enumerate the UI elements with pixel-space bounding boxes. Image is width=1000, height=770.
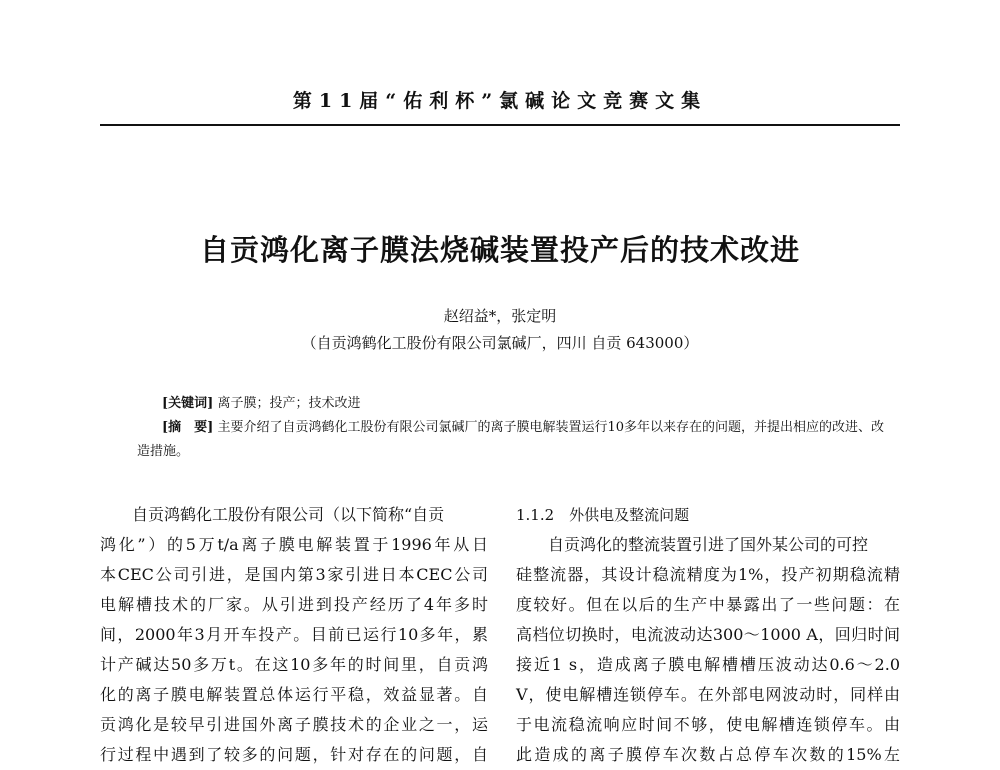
paragraph-line: 度较好。但在以后的生产中暴露出了一些问题：在 — [516, 595, 900, 614]
paragraph-line: 化的离子膜电解装置总体运行平稳，效益显著。自 — [100, 685, 488, 704]
abstract — [137, 416, 892, 464]
article-affiliation: （自贡鸿鹤化工股份有限公司氯碱厂，四川 自贡 643000） — [301, 334, 699, 352]
paragraph-line: 接近1 s，造成离子膜电解槽槽压波动达0.6～2.0 — [516, 655, 900, 674]
paragraph-line: 高档位切换时，电流波动达300～1000 A，回归时间 — [516, 625, 900, 644]
paragraph-line: 此造成的离子膜停车次数占总停车次数的15%左 — [516, 745, 900, 764]
abstract-label: [摘 要] — [162, 420, 214, 435]
paragraph-line: 自贡鸿化的整流装置引进了国外某公司的可控 — [548, 535, 869, 554]
article-authors: 赵绍益*，张定明 — [443, 307, 557, 325]
article-title: 自贡鸿化离子膜法烧碱装置投产后的技术改进 — [199, 233, 800, 267]
abstract-text: 主要介绍了自贡鸿鹤化工股份有限公司氯碱厂的离子膜电解装置运行10多年以来存在的问题，并提出相应的改进、改造措施。 — [137, 420, 884, 459]
paragraph-line: 电解槽技术的厂家。从引进到投产经历了4年多时 — [100, 595, 488, 614]
paragraph-line: 硅整流器，其设计稳流精度为1%，投产初期稳流精 — [516, 565, 900, 584]
paragraph-line: 本CEC公司引进，是国内第3家引进日本CEC公司 — [100, 565, 488, 584]
paragraph-line: 贡鸿化是较早引进国外离子膜技术的企业之一，运 — [100, 715, 488, 734]
paragraph-line: V，使电解槽连锁停车。在外部电网波动时，同样由 — [516, 685, 900, 704]
paragraph-line: 行过程中遇到了较多的问题，针对存在的问题，自 — [100, 745, 488, 764]
paragraph-line: 于电流稳流响应时间不够，使电解槽连锁停车。由 — [516, 715, 900, 734]
body-right-column — [516, 500, 900, 770]
header-rule — [100, 124, 900, 126]
section-heading: 1.1.2 外供电及整流问题 — [516, 506, 690, 524]
body-left-column — [100, 500, 488, 770]
running-header: 第11届“佑利杯”氯碱论文竞赛文集 — [292, 90, 708, 112]
keywords — [162, 392, 892, 411]
paragraph-line: 鸿化”）的5万t/a离子膜电解装置于1996年从日 — [100, 535, 488, 554]
paragraph-line: 间，2000年3月开车投产。目前已运行10多年，累 — [100, 625, 488, 644]
paragraph-line: 自贡鸿鹤化工股份有限公司（以下简称“自贡 — [132, 505, 445, 524]
keywords-text: 离子膜；投产；技术改进 — [217, 396, 361, 411]
paragraph-line: 计产碱达50多万t。在这10多年的时间里，自贡鸿 — [100, 655, 488, 674]
keywords-label: [关键词] — [162, 396, 214, 411]
